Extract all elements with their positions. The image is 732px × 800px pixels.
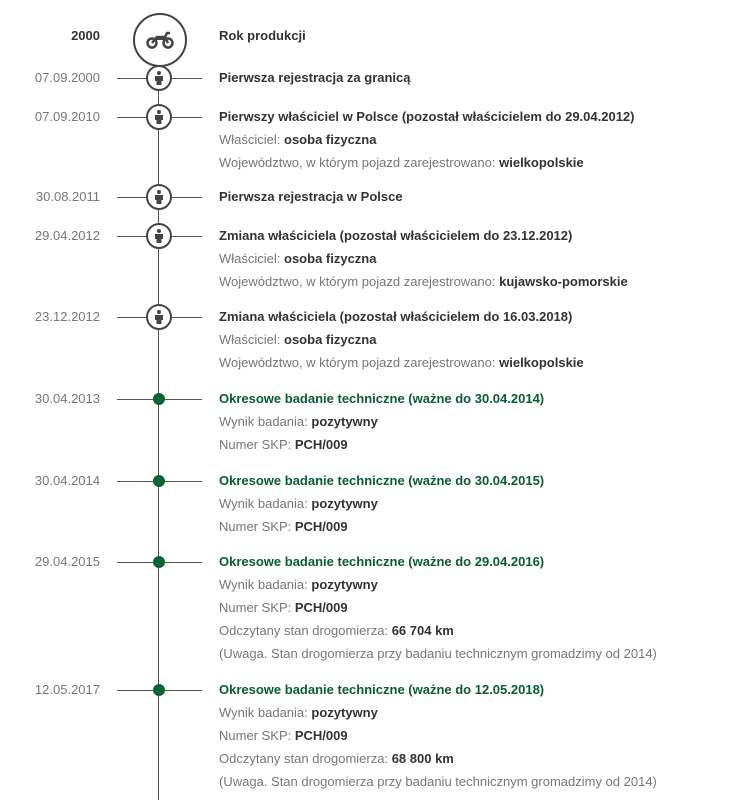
event-detail-line xyxy=(219,436,544,454)
detail-label: Numer SKP: xyxy=(219,519,295,534)
person-icon xyxy=(146,65,172,91)
event-title: Pierwsza rejestracja za granicą xyxy=(219,70,411,85)
event-details xyxy=(219,390,544,454)
event-details xyxy=(219,69,411,87)
event-date: 07.09.2000 xyxy=(34,70,100,85)
person-icon xyxy=(146,304,172,330)
event-date: 07.09.2010 xyxy=(34,109,100,124)
person-icon xyxy=(146,184,172,210)
event-title: Okresowe badanie techniczne (ważne do 30.04.2015) xyxy=(219,473,545,488)
motorcycle-icon xyxy=(133,13,187,67)
event-title: Pierwszy właściciel w Polsce (pozostał właścicielem do 29.04.2012) xyxy=(219,109,635,124)
detail-label: Właściciel: xyxy=(219,332,285,347)
event-title: Rok produkcji xyxy=(219,28,306,43)
inspection-dot-icon xyxy=(153,475,165,487)
detail-value: wielkopolskie xyxy=(499,355,584,370)
event-date: 30.04.2013 xyxy=(34,391,100,406)
detail-label: Odczytany stan drogomierza: xyxy=(219,623,392,638)
event-date: 29.04.2012 xyxy=(34,228,100,243)
detail-value: pozytywny xyxy=(311,496,378,511)
event-details xyxy=(219,308,584,372)
detail-label: Wynik badania: xyxy=(219,496,312,511)
event-detail-line xyxy=(219,704,657,722)
event-details xyxy=(219,681,657,791)
detail-value: wielkopolskie xyxy=(499,155,584,170)
event-detail-line xyxy=(219,599,657,617)
detail-label: Wynik badania: xyxy=(219,414,312,429)
detail-value: 68 800 km xyxy=(391,751,454,766)
event-date: 30.08.2011 xyxy=(35,189,100,204)
detail-label: Numer SKP: xyxy=(219,728,295,743)
event-title: Pierwsza rejestracja w Polsce xyxy=(219,189,403,204)
event-detail-line xyxy=(219,773,657,791)
detail-value: PCH/009 xyxy=(294,519,348,534)
event-title: Zmiana właściciela (pozostał właścicielem do 23.12.2012) xyxy=(219,228,573,243)
detail-label: Właściciel: xyxy=(219,251,285,266)
detail-label: Województwo, w którym pojazd zarejestrowano: xyxy=(219,355,500,370)
event-detail-line xyxy=(219,518,544,536)
event-detail-line xyxy=(219,727,657,745)
event-detail-line xyxy=(219,645,657,663)
event-details xyxy=(219,553,657,663)
inspection-dot-icon xyxy=(153,556,165,568)
event-detail-line xyxy=(219,750,657,768)
event-title: Zmiana właściciela (pozostał właścicielem do 16.03.2018) xyxy=(219,309,573,324)
inspection-dot-icon xyxy=(153,684,165,696)
detail-value: PCH/009 xyxy=(294,437,348,452)
detail-label: Wynik badania: xyxy=(219,577,312,592)
detail-label: Województwo, w którym pojazd zarejestrowano: xyxy=(219,155,500,170)
detail-label: (Uwaga. Stan drogomierza przy badaniu technicznym gromadzimy od 2014) xyxy=(219,774,657,789)
person-icon xyxy=(146,223,172,249)
detail-label: Numer SKP: xyxy=(219,600,295,615)
detail-value: osoba fizyczna xyxy=(284,332,377,347)
event-detail-line xyxy=(219,273,628,291)
event-detail-line xyxy=(219,131,635,149)
detail-value: kujawsko-pomorskie xyxy=(499,274,628,289)
event-date: 2000 xyxy=(71,28,100,43)
event-title: Okresowe badanie techniczne (ważne do 29.04.2016) xyxy=(219,554,545,569)
detail-label: Województwo, w którym pojazd zarejestrowano: xyxy=(219,274,500,289)
detail-value: 66 704 km xyxy=(391,623,454,638)
person-icon xyxy=(146,104,172,130)
detail-value: pozytywny xyxy=(311,414,378,429)
inspection-dot-icon xyxy=(153,393,165,405)
detail-value: pozytywny xyxy=(311,705,378,720)
event-detail-line xyxy=(219,622,657,640)
detail-value: pozytywny xyxy=(311,577,378,592)
event-details xyxy=(219,227,628,291)
event-detail-line xyxy=(219,154,635,172)
event-detail-line xyxy=(219,495,544,513)
event-detail-line xyxy=(219,413,544,431)
event-detail-line xyxy=(219,331,584,349)
event-details xyxy=(219,188,403,206)
detail-label: (Uwaga. Stan drogomierza przy badaniu technicznym gromadzimy od 2014) xyxy=(219,646,657,661)
detail-value: PCH/009 xyxy=(294,728,348,743)
detail-label: Odczytany stan drogomierza: xyxy=(219,751,392,766)
event-details xyxy=(219,27,306,45)
event-date: 30.04.2014 xyxy=(34,473,100,488)
event-title: Okresowe badanie techniczne (ważne do 30.04.2014) xyxy=(219,391,545,406)
event-title: Okresowe badanie techniczne (ważne do 12.05.2018) xyxy=(219,682,545,697)
detail-value: PCH/009 xyxy=(294,600,348,615)
event-date: 12.05.2017 xyxy=(34,682,100,697)
detail-label: Wynik badania: xyxy=(219,705,312,720)
event-date: 23.12.2012 xyxy=(34,309,100,324)
event-date: 29.04.2015 xyxy=(34,554,100,569)
detail-label: Numer SKP: xyxy=(219,437,295,452)
event-detail-line xyxy=(219,250,628,268)
event-details xyxy=(219,108,635,172)
detail-value: osoba fizyczna xyxy=(284,132,377,147)
event-details xyxy=(219,472,544,536)
detail-value: osoba fizyczna xyxy=(284,251,377,266)
event-detail-line xyxy=(219,576,657,594)
event-detail-line xyxy=(219,354,584,372)
detail-label: Właściciel: xyxy=(219,132,285,147)
